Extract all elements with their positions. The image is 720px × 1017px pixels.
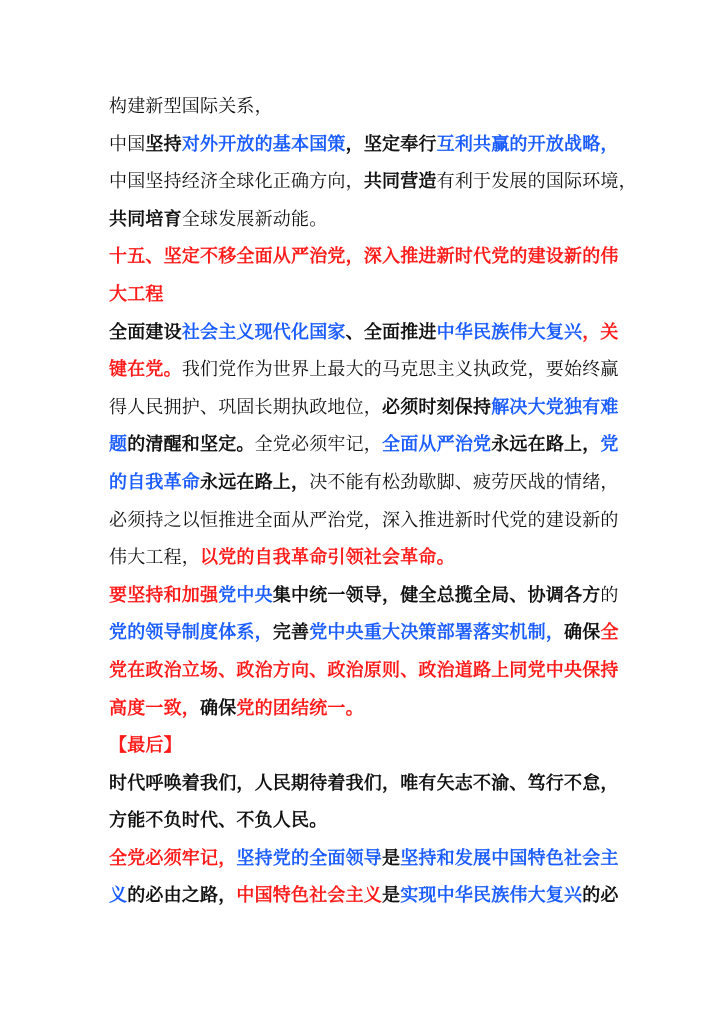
- text-line: [109, 840, 639, 878]
- text-line: [109, 201, 639, 239]
- text-segment: 要坚持和加强: [109, 584, 219, 606]
- text-segment: ，坚定奉行: [345, 133, 437, 155]
- text-segment: 确保: [200, 697, 237, 719]
- text-segment: 坚持: [145, 133, 182, 155]
- text-line: [109, 690, 639, 728]
- text-line: [109, 765, 639, 803]
- text-line: [109, 238, 639, 276]
- text-segment: 义: [109, 885, 128, 907]
- text-segment: 必须持之以恒推进全面从严治党，深入推进新时代党的建设新的: [109, 509, 619, 531]
- text-line: [109, 727, 639, 765]
- text-segment: 是: [382, 847, 401, 869]
- text-line: [109, 126, 639, 164]
- text-line: [109, 802, 639, 840]
- text-line: [109, 314, 639, 352]
- text-line: [109, 502, 639, 540]
- text-segment: 得人民拥护、巩固长期执政地位，: [109, 396, 382, 418]
- text-line: [109, 351, 639, 389]
- text-line: [109, 464, 639, 502]
- text-segment: 必须时刻保持: [382, 396, 492, 418]
- text-segment: 伟大工程，: [109, 547, 200, 569]
- text-segment: 【最后】: [109, 735, 182, 757]
- text-segment: 我们党作为世界上最大的马克思主义执政党，要始终赢: [181, 359, 619, 381]
- text-segment: 党的团结统一。: [236, 697, 364, 719]
- text-segment: 永远在路上，: [491, 434, 601, 456]
- text-segment: 构建新型国际关系，: [109, 96, 273, 117]
- text-segment: 的自我革命: [109, 471, 200, 493]
- text-segment: 全: [600, 622, 619, 644]
- text-segment: 决不能有松劲歇脚、疲劳厌战的情绪，: [309, 471, 619, 493]
- text-line: [109, 426, 639, 464]
- text-segment: 坚持和发展中国特色社会主: [400, 847, 619, 869]
- text-segment: 对外开放的基本国策: [181, 133, 346, 155]
- text-segment: 中华民族伟大复兴: [436, 321, 583, 343]
- text-line: [109, 652, 639, 690]
- document-body: [109, 88, 639, 915]
- text-segment: 、全面推进: [345, 321, 437, 343]
- text-segment: 是: [382, 885, 401, 907]
- text-segment: 互利共赢的开放战略，: [436, 133, 619, 155]
- text-segment: 共同营造: [363, 171, 437, 193]
- text-line: [109, 276, 639, 314]
- text-segment: 的必: [582, 885, 619, 907]
- text-line: [109, 577, 639, 615]
- text-segment: 的必由之路，: [127, 885, 237, 907]
- text-segment: 全党必须牢记，: [254, 434, 383, 456]
- text-segment: 全面从严治党: [382, 434, 492, 456]
- text-segment: 时代呼唤着我们，人民期待着我们，唯有矢志不渝、笃行不怠，: [109, 772, 619, 794]
- text-line: [109, 614, 639, 652]
- text-segment: 社会主义现代化国家: [181, 321, 346, 343]
- text-segment: 方能不负时代、不负人民。: [109, 810, 328, 832]
- text-segment: 中国: [109, 133, 146, 155]
- text-segment: ，关: [582, 321, 619, 343]
- text-segment: 全球发展新动能。: [181, 208, 328, 230]
- text-segment: 题: [109, 434, 128, 456]
- text-segment: 解决大党独有难: [491, 396, 619, 418]
- text-segment: 的清醒和坚定。: [127, 434, 255, 456]
- text-segment: 党中央: [218, 584, 273, 606]
- text-segment: 党中央重大决策部署落实机制，: [309, 622, 565, 644]
- text-segment: 中国特色社会主义: [236, 885, 383, 907]
- text-segment: 高度一致，: [109, 697, 200, 719]
- text-line: [109, 163, 639, 201]
- text-segment: 全党必须牢记，: [109, 847, 237, 869]
- text-line: [109, 877, 639, 915]
- text-segment: 的: [600, 584, 619, 606]
- text-segment: 中国坚持经济全球化正确方向，: [109, 171, 364, 193]
- text-line: [109, 389, 639, 427]
- text-segment: 大工程: [109, 283, 164, 305]
- text-segment: 实现中华民族伟大复兴: [400, 885, 583, 907]
- text-segment: 党在政治立场、政治方向、政治原则、政治道路上同党中央保持: [109, 659, 619, 681]
- text-segment: 党: [600, 434, 619, 456]
- text-segment: 十五、坚定不移全面从严治党，深入推进新时代党的建设新的伟: [109, 246, 619, 268]
- text-segment: 党的领导制度体系，: [109, 622, 273, 644]
- text-line: [109, 88, 639, 126]
- text-segment: 全面建设: [109, 321, 182, 343]
- text-segment: 有利于发展的国际环境，: [436, 171, 637, 193]
- text-segment: 永远在路上，: [200, 471, 310, 493]
- text-segment: 确保: [564, 622, 601, 644]
- text-segment: 共同培育: [109, 208, 182, 230]
- text-segment: 坚持党的全面领导: [236, 847, 383, 869]
- text-segment: 完善: [272, 622, 310, 644]
- text-line: [109, 539, 639, 577]
- text-segment: 集中统一领导，健全总揽全局、协调各方: [272, 584, 601, 606]
- text-segment: 以党的自我革命引领社会革命。: [200, 547, 455, 569]
- text-segment: 键在党。: [109, 359, 182, 381]
